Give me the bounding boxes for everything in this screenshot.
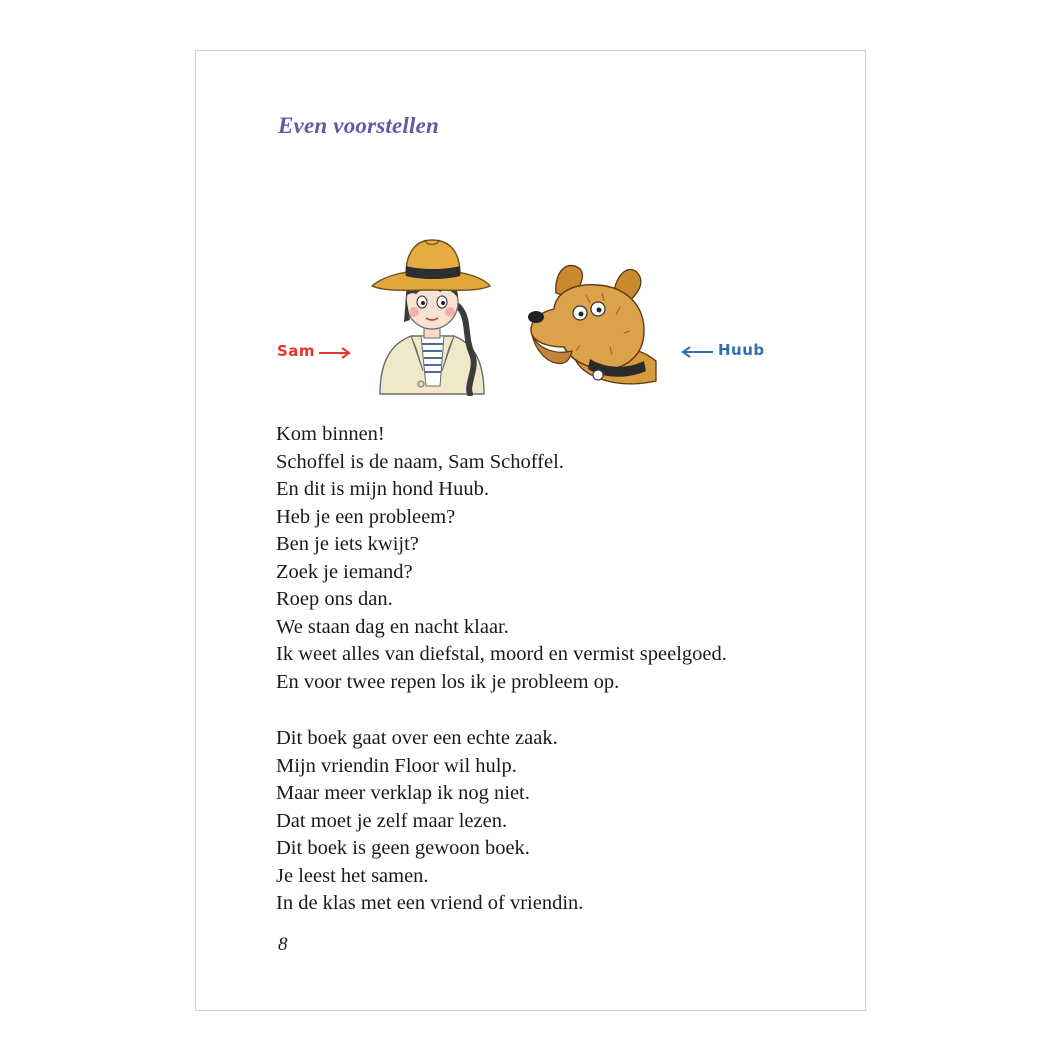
text-line: Je leest het samen. xyxy=(276,864,429,887)
paragraph-book xyxy=(276,725,583,918)
huub-drawing xyxy=(516,251,666,401)
sam-drawing xyxy=(366,236,496,396)
character-illustration xyxy=(266,231,786,401)
arrow-left-icon xyxy=(680,345,714,359)
page-number: 8 xyxy=(278,934,288,955)
page-title: Even voorstellen xyxy=(278,113,439,138)
sam-label: Sam xyxy=(277,342,316,360)
text-line: Dit boek gaat over een echte zaak. xyxy=(276,727,558,749)
text-line: Ik weet alles van diefstal, moord en vermist speelgoed. xyxy=(276,643,727,665)
text-line: Roep ons dan. xyxy=(276,588,393,610)
text-line: Ben je iets kwijt? xyxy=(276,533,419,555)
text-line: Zoek je iemand? xyxy=(276,560,413,583)
huub-label: Huub xyxy=(718,341,765,359)
text-line: Dat moet je zelf maar lezen. xyxy=(276,809,508,832)
text-line: Maar meer verklap ik nog niet. xyxy=(276,782,530,804)
text-line: Dit boek is geen gewoon boek. xyxy=(276,837,530,859)
text-line: Kom binnen! xyxy=(276,423,385,445)
text-line: Schoffel is de naam, Sam Schoffel. xyxy=(276,450,564,473)
arrow-right-icon xyxy=(318,346,352,360)
paragraph-intro xyxy=(276,421,727,696)
text-line: En dit is mijn hond Huub. xyxy=(276,478,489,500)
text-line: Heb je een probleem? xyxy=(276,505,456,528)
text-line: We staan dag en nacht klaar. xyxy=(276,615,509,638)
text-line: Mijn vriendin Floor wil hulp. xyxy=(276,754,517,777)
text-line: In de klas met een vriend of vriendin. xyxy=(276,892,584,914)
text-line: En voor twee repen los ik je probleem op. xyxy=(276,670,620,693)
book-page xyxy=(195,50,866,1011)
